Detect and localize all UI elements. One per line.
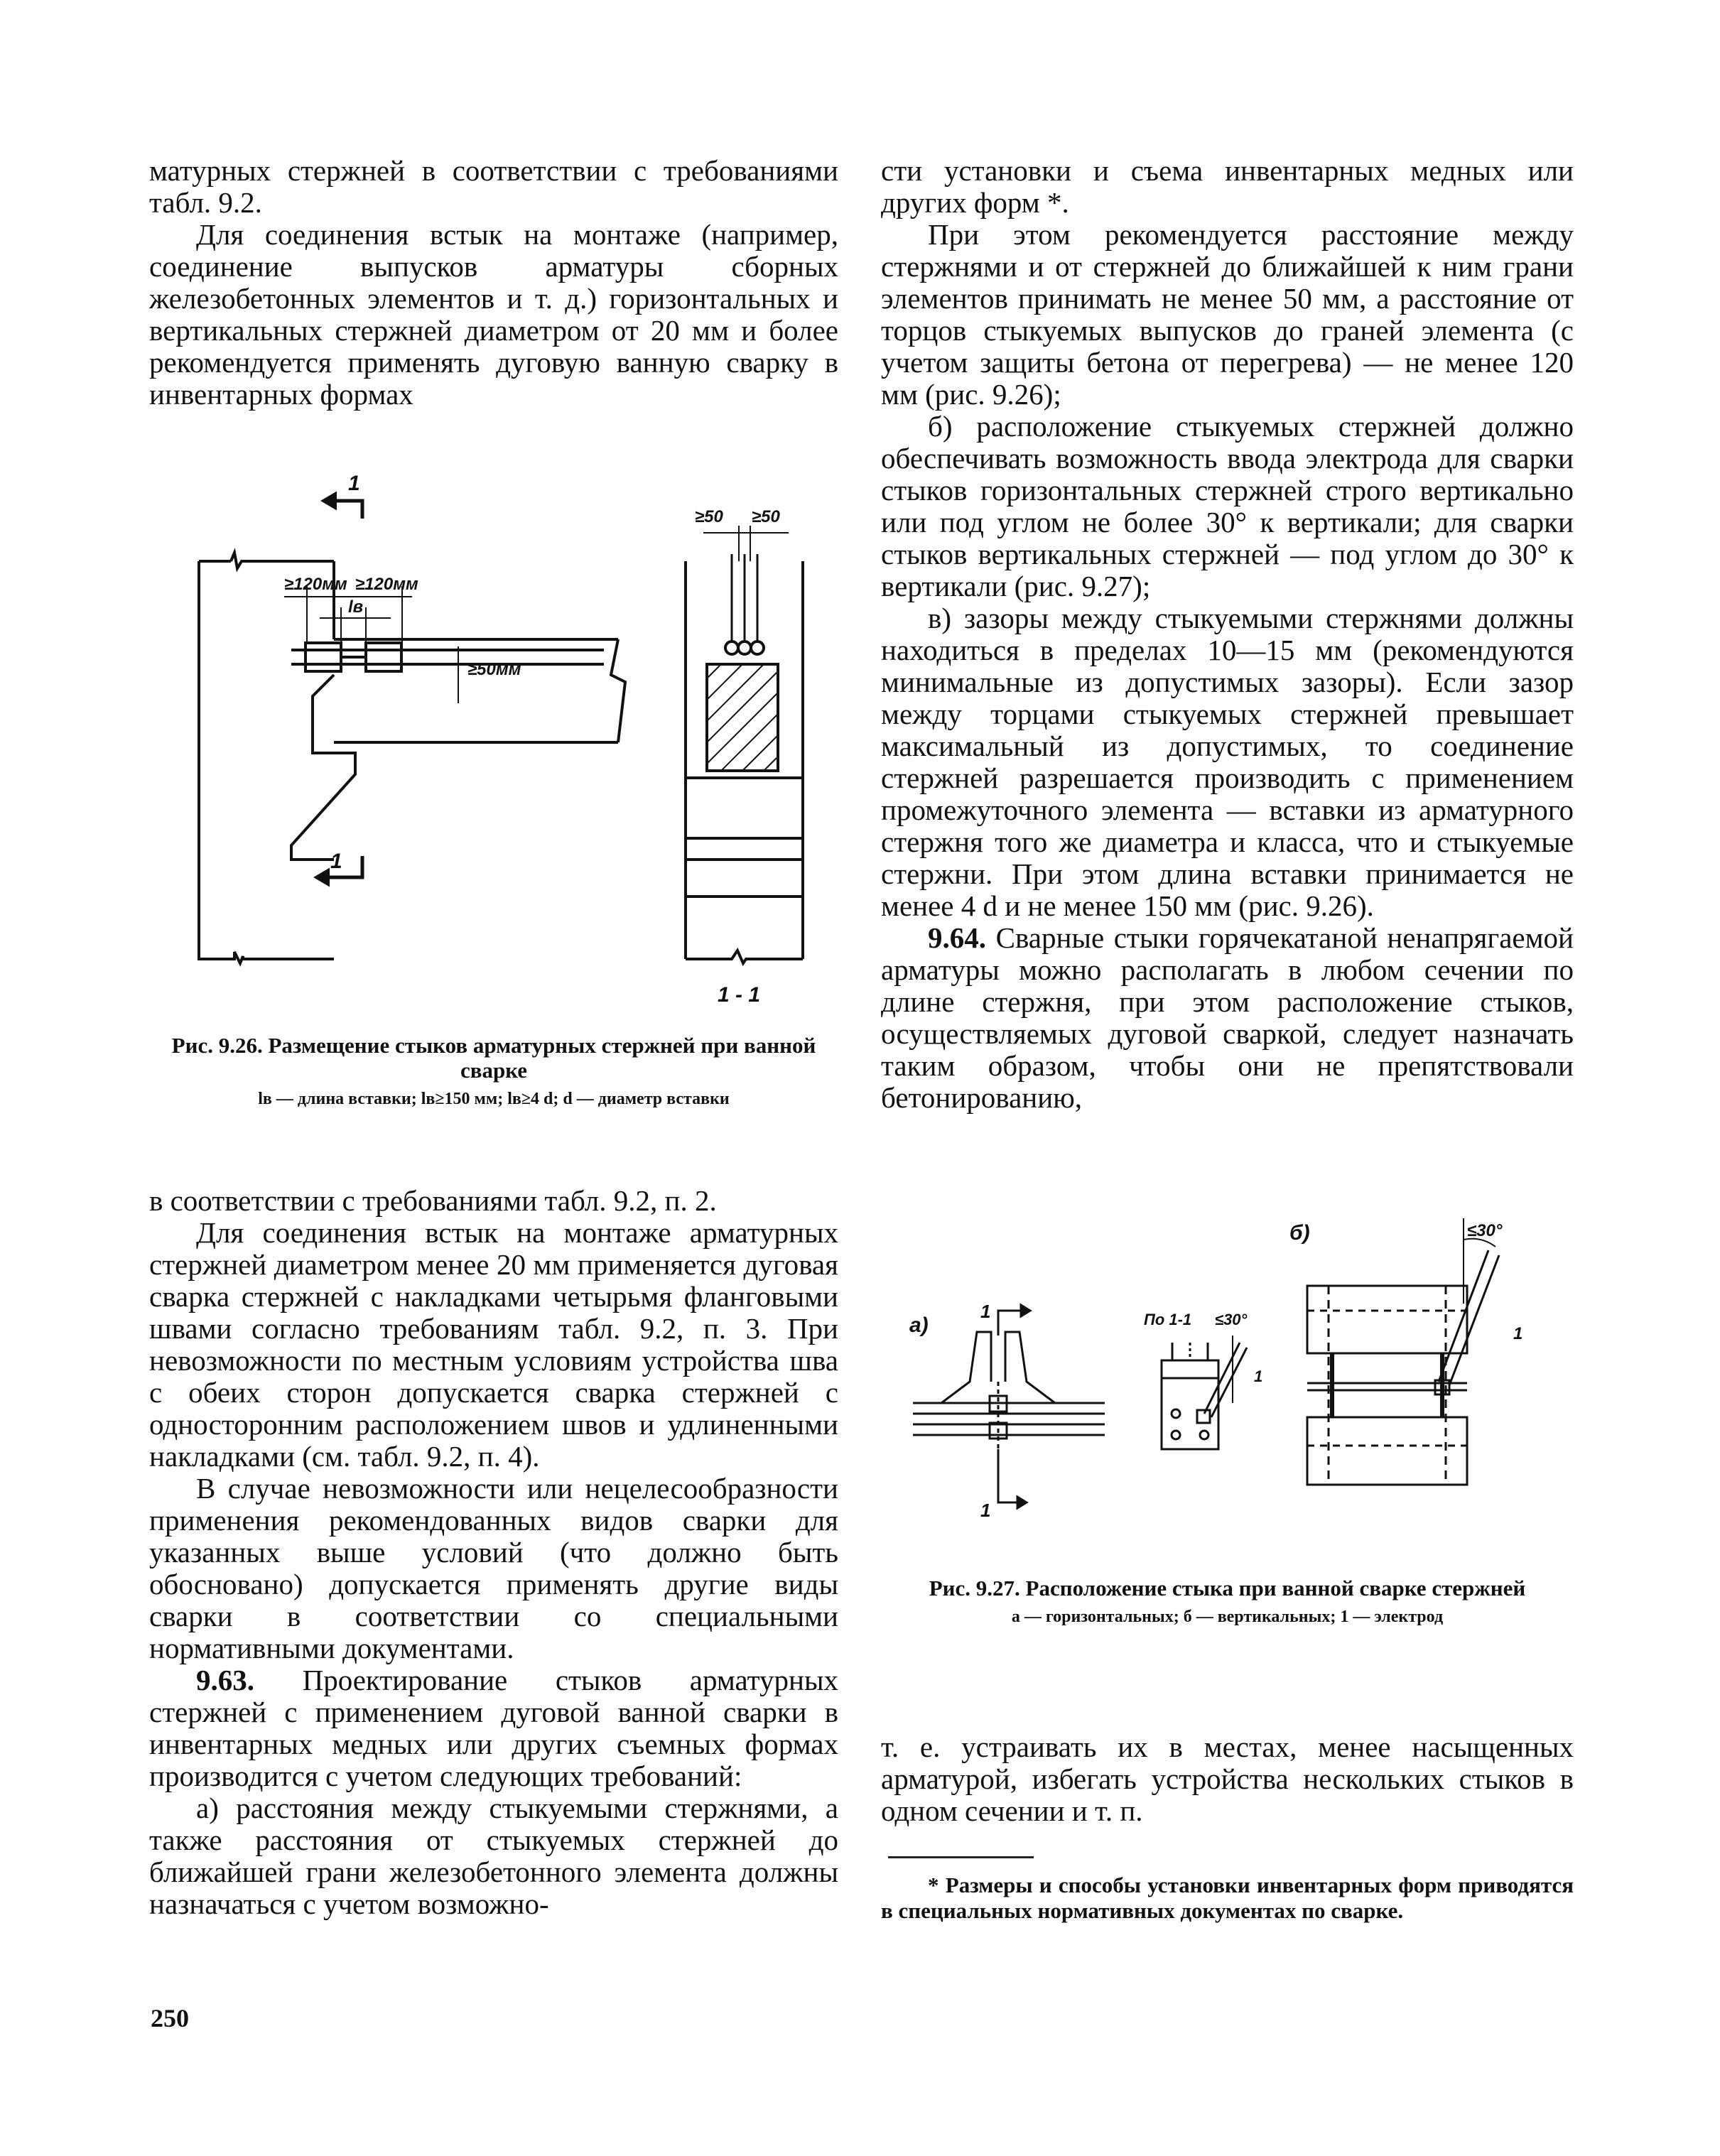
paragraph: в) зазоры между стыкуемыми стержнями должны находиться в пределах 10—15 мм (рекомендуются минимальные из допустимых зазоры). Если зазор между торцами стыкуемых стержней превышает максимальный из допустимых, то соединение стержней разрешается производить с применением промежуточного элемента — вставки из арматурного стержня того же диаметра и класса, что и стыкуемые стержни. При этом длина вставки принимается не менее 4 d и не менее 150 мм (рис. 9.26). — [881, 602, 1574, 922]
column-outline — [199, 561, 334, 963]
dim-label: ≥50 — [752, 507, 780, 526]
figure-9-27-caption — [881, 1576, 1574, 1627]
paragraph — [881, 922, 1574, 1114]
section-mark-label: 1 — [980, 1500, 991, 1521]
figure-9-26-caption — [149, 1033, 838, 1110]
paragraph: При этом рекомендуется расстояние между стержнями и от стержней до ближайшей к ним грани элементов принимать не менее 50 мм, а расстояние от торцов стыкуемых выпусков до граней элемента (с учетом защиты бетона от перегрева) — не менее 120 мм (рис. 9.26); — [881, 218, 1574, 411]
joint-right — [366, 643, 401, 671]
paragraph: б) расположение стыкуемых стержней должно обеспечивать возможность ввода электрода для сварки стыков горизонтальных стержней строго вертикально или под углом не более 30° к вертикали; для сварки стыков вертикальных стержней — под углом до 30° к вертикали (рис. 9.27); — [881, 410, 1574, 602]
dim-label: ≥50 — [695, 507, 723, 526]
page-number: 250 — [151, 2004, 189, 2032]
paragraph — [149, 1664, 838, 1792]
left-column-bottom — [149, 1185, 838, 1920]
caption-title: Рис. 9.27. Расположение стыка при ванной сварке стержней — [929, 1576, 1526, 1600]
figure-9-26 — [178, 462, 817, 1016]
clause-number: 9.64. — [928, 921, 986, 954]
insert-length-label: lв — [348, 597, 364, 617]
left-column-top — [149, 155, 838, 411]
caption-legend: lв — длина вставки; lв≥150 мм; lв≥4 d; d — диаметр вставки — [258, 1090, 730, 1108]
paragraph: сти установки и съема инвентарных медных или других форм *. — [881, 154, 1574, 219]
electrode-label: 1 — [1254, 1367, 1263, 1385]
electrode-label: 1 — [1513, 1324, 1523, 1343]
dim-label: ≥50мм — [467, 660, 521, 679]
section-title: По 1-1 — [1144, 1311, 1192, 1328]
sub-label-b: б) — [1289, 1221, 1310, 1245]
section-mark-label: 1 — [980, 1301, 991, 1322]
paragraph: В случае невозможности или нецелесообразности применения рекомендованных видов сварки для указанных выше условий (что должно быть обосновано) допускается применять другие виды сварки в соответствии со специальными нормативными документами. — [149, 1472, 838, 1664]
caption-legend: а — горизонтальных; б — вертикальных; 1 — электрод — [1011, 1608, 1444, 1626]
angle-label: ≤30° — [1467, 1221, 1503, 1240]
section-mark-label-bottom: 1 — [330, 850, 342, 873]
footnote: * Размеры и способы установки инвентарных форм приводятся в специальных нормативных документах по сварке. — [881, 1873, 1574, 1923]
section-title: 1 - 1 — [718, 983, 761, 1007]
angle-label: ≤30° — [1215, 1311, 1248, 1328]
clause-number: 9.63. — [196, 1664, 254, 1696]
clause-text: Проектирование стыков арматурных стержней с применением дуговой ванной сварки в инвентарных медных или других съемных формах производится с учетом следующих требований: — [149, 1664, 839, 1792]
paragraph: матурных стержней в соответствии с требованиями табл. 9.2. — [149, 154, 838, 219]
right-column-bottom — [881, 1731, 1574, 1827]
paragraph: а) расстояния между стыкуемыми стержнями, а также расстояния от стыкуемых стержней до ближайшей грани железобетонного элемента должны назначаться с учетом возможно- — [149, 1792, 838, 1920]
clause-text: Сварные стыки горячекатаной ненапрягаемой арматуры можно располагать в любом сечении по длине стержня, при этом расположение стыков, осуществляемых дуговой сваркой, следует назначать таким образом, чтобы они не препятствовали бетонированию, — [881, 921, 1574, 1114]
paragraph: Для соединения встык на монтаже (например, соединение выпусков арматуры сборных железобетонных элементов и т. д.) горизонтальных и вертикальных стержней диаметром от 20 мм и более рекомендуется применять дуговую ванную сварку в инвентарных формах — [149, 218, 838, 411]
paragraph: Для соединения встык на монтаже арматурных стержней диаметром менее 20 мм применяется дуговая сварка стержней с накладками четырьмя фланговыми швами согласно требованиям табл. 9.2, п. 3. При невозможности по местным условиям устройства шва с обеих сторон допускается сварка стержней с односторонним расположением швов и удлиненными накладками (см. табл. 9.2, п. 4). — [149, 1216, 838, 1473]
caption-title: Рис. 9.26. Размещение стыков арматурных стержней при ванной сварке — [171, 1033, 816, 1083]
dim-label: ≥120мм — [284, 575, 347, 594]
figure-9-27 — [892, 1197, 1559, 1552]
paragraph: в соответствии с требованиями табл. 9.2, п. 2. — [149, 1184, 717, 1217]
dim-label: ≥120мм — [355, 575, 418, 594]
paragraph: т. е. устраивать их в местах, менее насыщенных арматурой, избегать устройства нескольких стыков в одном сечении и т. п. — [881, 1730, 1574, 1827]
right-column-top — [881, 155, 1574, 1114]
hatched-bar — [707, 664, 778, 771]
joint-left — [305, 643, 341, 671]
footnote-divider — [888, 1856, 1034, 1858]
section-mark-label: 1 — [348, 472, 360, 495]
sub-label-a: а) — [909, 1313, 929, 1337]
